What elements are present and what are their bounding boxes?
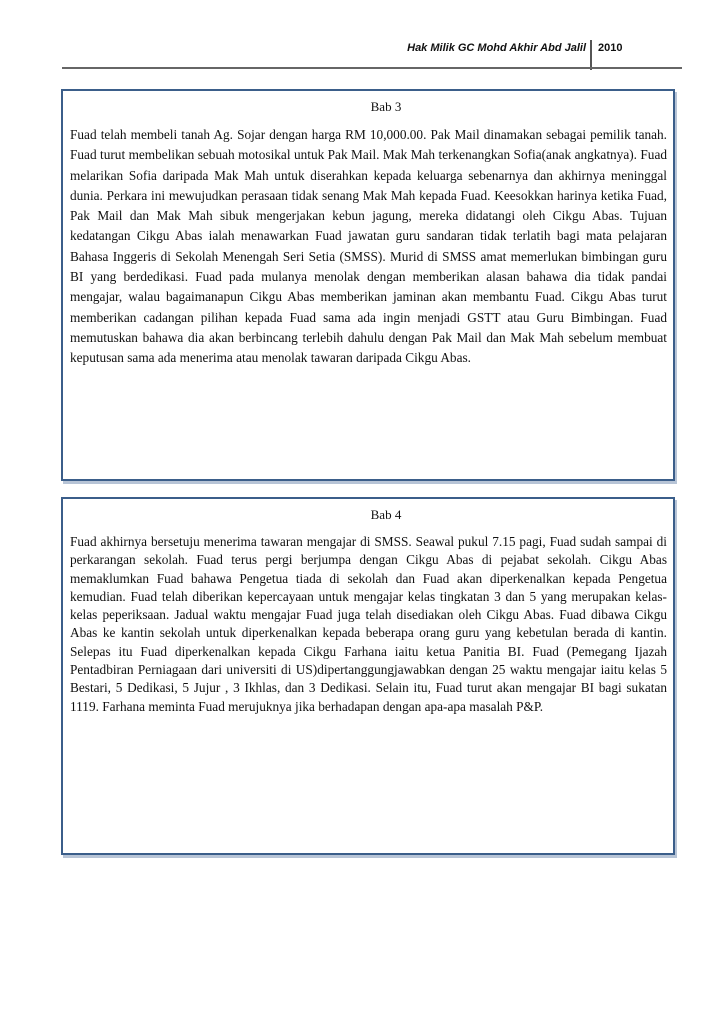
section-title: Bab 4 [370,507,402,522]
section-title: Bab 3 [370,99,402,114]
section-box-bab-4 [61,497,675,855]
header-year: 2010 [598,42,623,54]
header-rule [62,67,682,69]
section-text: Fuad akhirnya bersetuju menerima tawaran mengajar di SMSS. Seawal pukul 7.15 pagi, Fuad sudah sampai di perkarangan sekolah. Fuad terus pergi berjumpa dengan Cikgu Abas di pejabat sekolah. Cikgu Abas memaklumkan Fuad bahawa Pengetua tiada di sekolah dan Fuad akan diperkenalkan kepada Pengetua kemudian. Fuad telah diberikan kepercayaan untuk mengajar kelas tingkatan 3 dan 5 yang merupakan kelas-kelas peperiksaan. Jadual waktu mengajar Fuad juga telah disediakan oleh Cikgu Abas. Fuad dibawa Cikgu Abas ke kantin sekolah untuk diperkenalkan kepada beberapa orang guru yang kebetulan berada di kantin. Selepas itu Fuad diperkenalkan kepada Cikgu Farhana iaitu ketua Panitia BI. Fuad (Pemegang Ijazah Pentadbiran Perniagaan dari universiti di US)dipertanggungjawabkan dengan 25 waktu mengajar iaitu kelas 5 Bestari, 5 Dedikasi, 5 Jujur , 3 Ikhlas, dan 3 Dedikasi. Selain itu, Fuad turut akan mengajar BI bagi sukatan 1119. Farhana meminta Fuad merujuknya jika berhadapan dengan apa-apa masalah P&P. [70,534,667,714]
header-divider [590,40,592,70]
page-header [0,40,728,66]
section-box-bab-3 [61,89,675,481]
header-author: Hak Milik GC Mohd Akhir Abd Jalil [407,42,586,54]
section-text: Fuad telah membeli tanah Ag. Sojar dengan harga RM 10,000.00. Pak Mail dinamakan sebagai pemilik tanah. Fuad turut membelikan sebuah motosikal untuk Pak Mail. Mak Mah terkenangkan Sofia(anak angkatnya). Fuad melarikan Sofia daripada Mak Mah untuk diserahkan kepada keluarga sebenarnya dan akhirnya meninggal dunia. Perkara ini mewujudkan perasaan tidak senang Mak Mah kepada Fuad. Keesokkan harinya ketika Fuad, Pak Mail dan Mak Mah sibuk mengerjakan kebun jagung, mereka didatangi oleh Cikgu Abas. Tujuan kedatangan Cikgu Abas ialah menawarkan Fuad jawatan guru sandaran tidak terlatih bagi mata pelajaran Bahasa Inggeris di Sekolah Menengah Seri Setia (SMSS). Murid di SMSS amat memerlukan bimbingan guru BI yang berdedikasi. Fuad pada mulanya menolak dengan memberikan alasan bahawa dia tidak pandai mengajar, walau bagaimanapun Cikgu Abas memberikan jaminan akan membantu Fuad. Cikgu Abas turut memberikan cadangan pilihan kepada Fuad sama ada ingin menjadi GSTT atau Guru Bimbingan. Fuad memutuskan bahawa dia akan berbincang terlebih dahulu dengan Pak Mail dan Mak Mah sebelum membuat keputusan sama ada menerima atau menolak tawaran daripada Cikgu Abas. [70,127,667,366]
